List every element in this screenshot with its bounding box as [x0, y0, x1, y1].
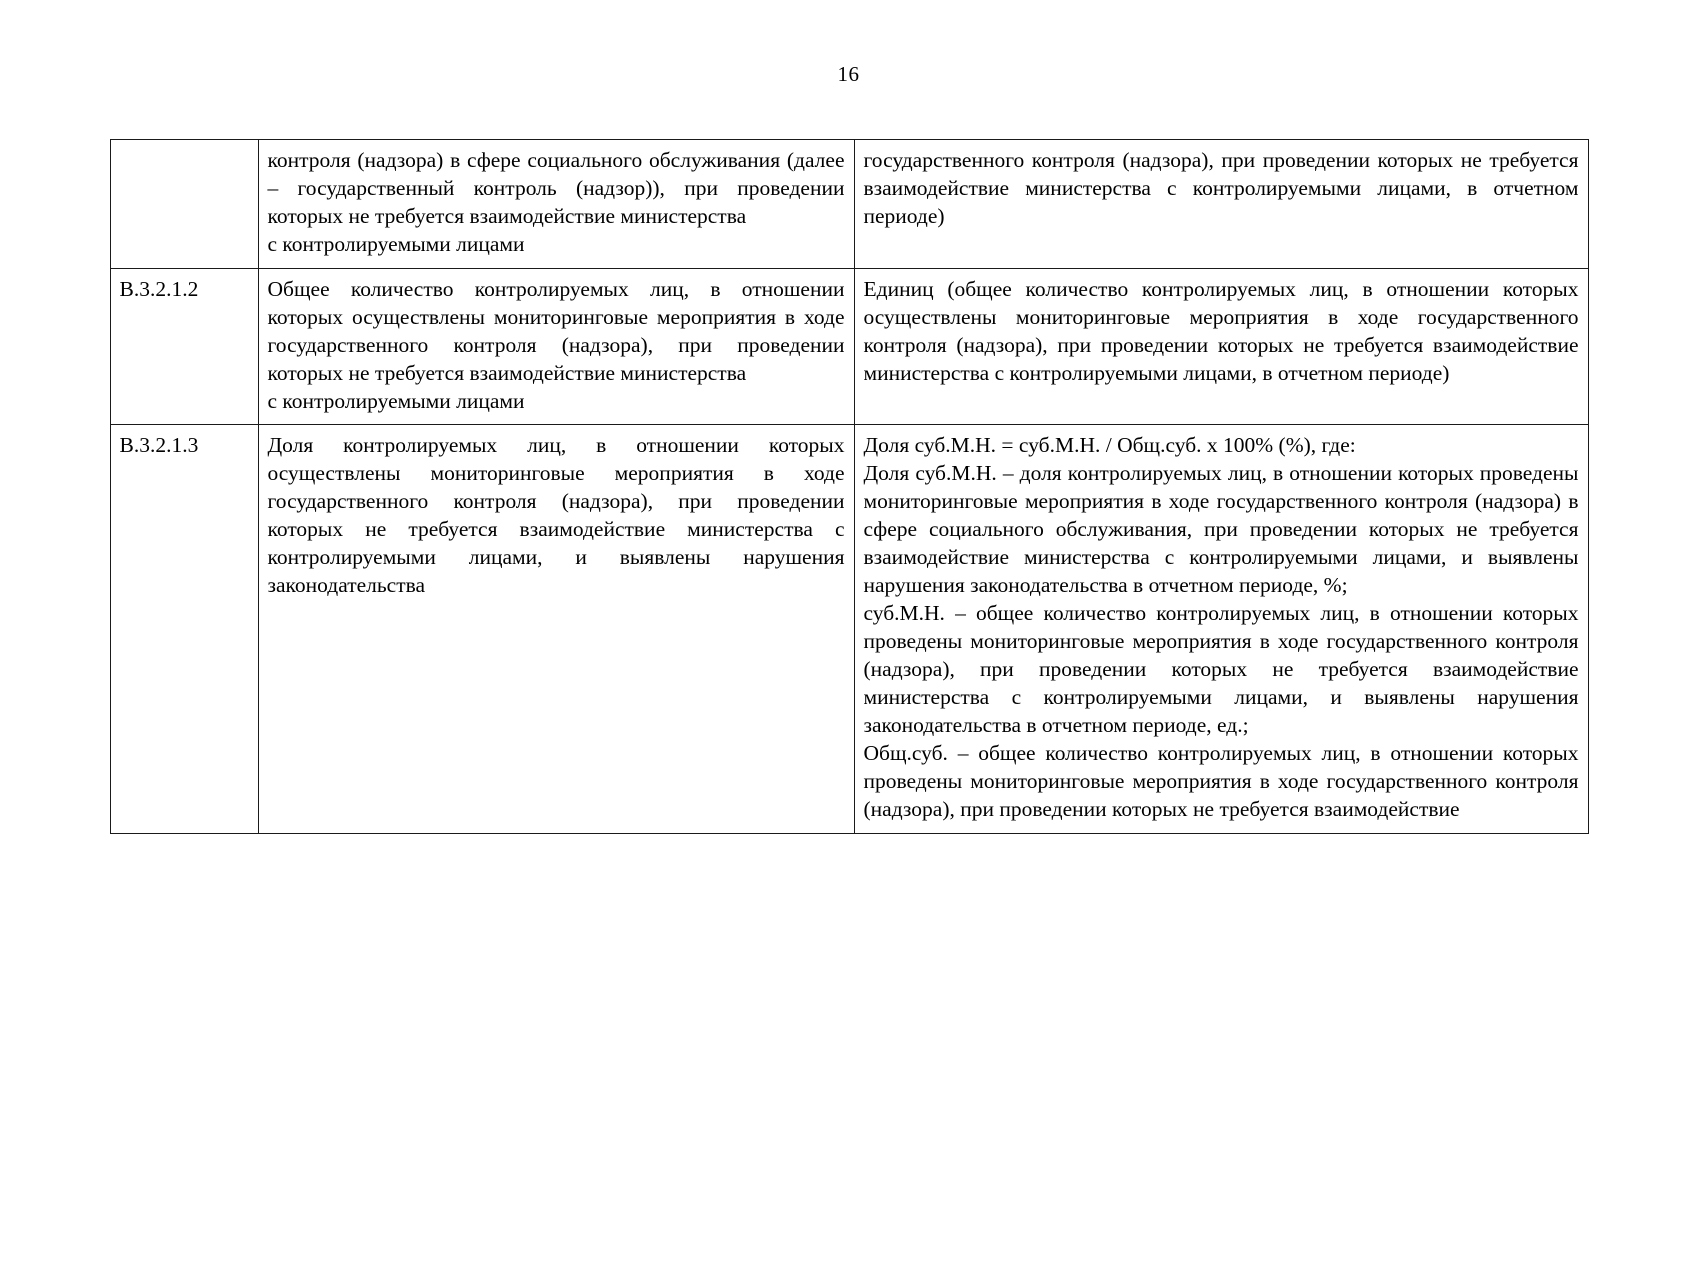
row-description	[854, 268, 1588, 425]
document-page	[0, 62, 1697, 1262]
row-description-paragraph: Доля суб.М.Н. = суб.М.Н. / Общ.суб. х 100% (%), где:	[863, 433, 1356, 458]
row-name-paragraph: Общее количество контролируемых лиц, в отношении которых осуществлены мониторинговые мероприятия в ходе государственного контроля (надзора), при проведении которых не требуется взаимодействие министерства	[267, 276, 845, 385]
row-name-paragraph: с контролируемыми лицами	[267, 231, 525, 256]
row-code: В.3.2.1.3	[110, 425, 258, 833]
row-name-paragraph: с контролируемыми лицами	[267, 388, 525, 413]
row-code	[110, 140, 258, 269]
row-description-paragraph: Доля суб.М.Н. – доля контролируемых лиц, в отношении которых проведены мониторинговые мероприятия в ходе государственного контроля (надзора) в сфере социального обслуживания, при проведении которых не требуется взаимодействие министерства с контролируемыми лицами, и выявлены нарушения законодательства в отчетном периоде, %;	[863, 461, 1579, 598]
row-code: В.3.2.1.2	[110, 268, 258, 425]
row-name	[258, 140, 854, 269]
row-name	[258, 268, 854, 425]
row-description-paragraph: Общ.суб. – общее количество контролируемых лиц, в отношении которых проведены мониторинговые мероприятия в ходе государственного контроля (надзора), при проведении которых не требуется взаимодействие	[863, 740, 1579, 821]
row-name	[258, 425, 854, 833]
table-row	[110, 268, 1588, 425]
table-container	[110, 139, 1588, 834]
table-row	[110, 140, 1588, 269]
row-description	[854, 425, 1588, 833]
row-description	[854, 140, 1588, 269]
table-row	[110, 425, 1588, 833]
requirements-table	[110, 139, 1589, 834]
row-name-paragraph: Доля контролируемых лиц, в отношении которых осуществлены мониторинговые мероприятия в ходе государственного контроля (надзора), при проведении которых не требуется взаимодействие министерства с контролируемыми лицами, и выявлены нарушения законодательства	[267, 433, 845, 598]
page-number: 16	[837, 62, 860, 86]
row-description-paragraph: суб.М.Н. – общее количество контролируемых лиц, в отношении которых проведены мониторинговые мероприятия в ходе государственного контроля (надзора), при проведении которых не требуется взаимодействие министерства с контролируемыми лицами, и выявлены нарушения законодательства в отчетном периоде, ед.;	[863, 601, 1579, 737]
row-description-paragraph: Единиц (общее количество контролируемых лиц, в отношении которых осуществлены мониторинговые мероприятия в ходе государственного контроля (надзора), при проведении которых не требуется взаимодействие министерства с контролируемыми лицами, в отчетном периоде)	[863, 276, 1579, 385]
row-description-paragraph: государственного контроля (надзора), при проведении которых не требуется взаимодействие министерства с контролируемыми лицами, в отчетном периоде)	[863, 148, 1579, 228]
row-name-paragraph: контроля (надзора) в сфере социального обслуживания (далее – государственный контроль (надзор)), при проведении которых не требуется взаимодействие министерства	[267, 148, 845, 228]
